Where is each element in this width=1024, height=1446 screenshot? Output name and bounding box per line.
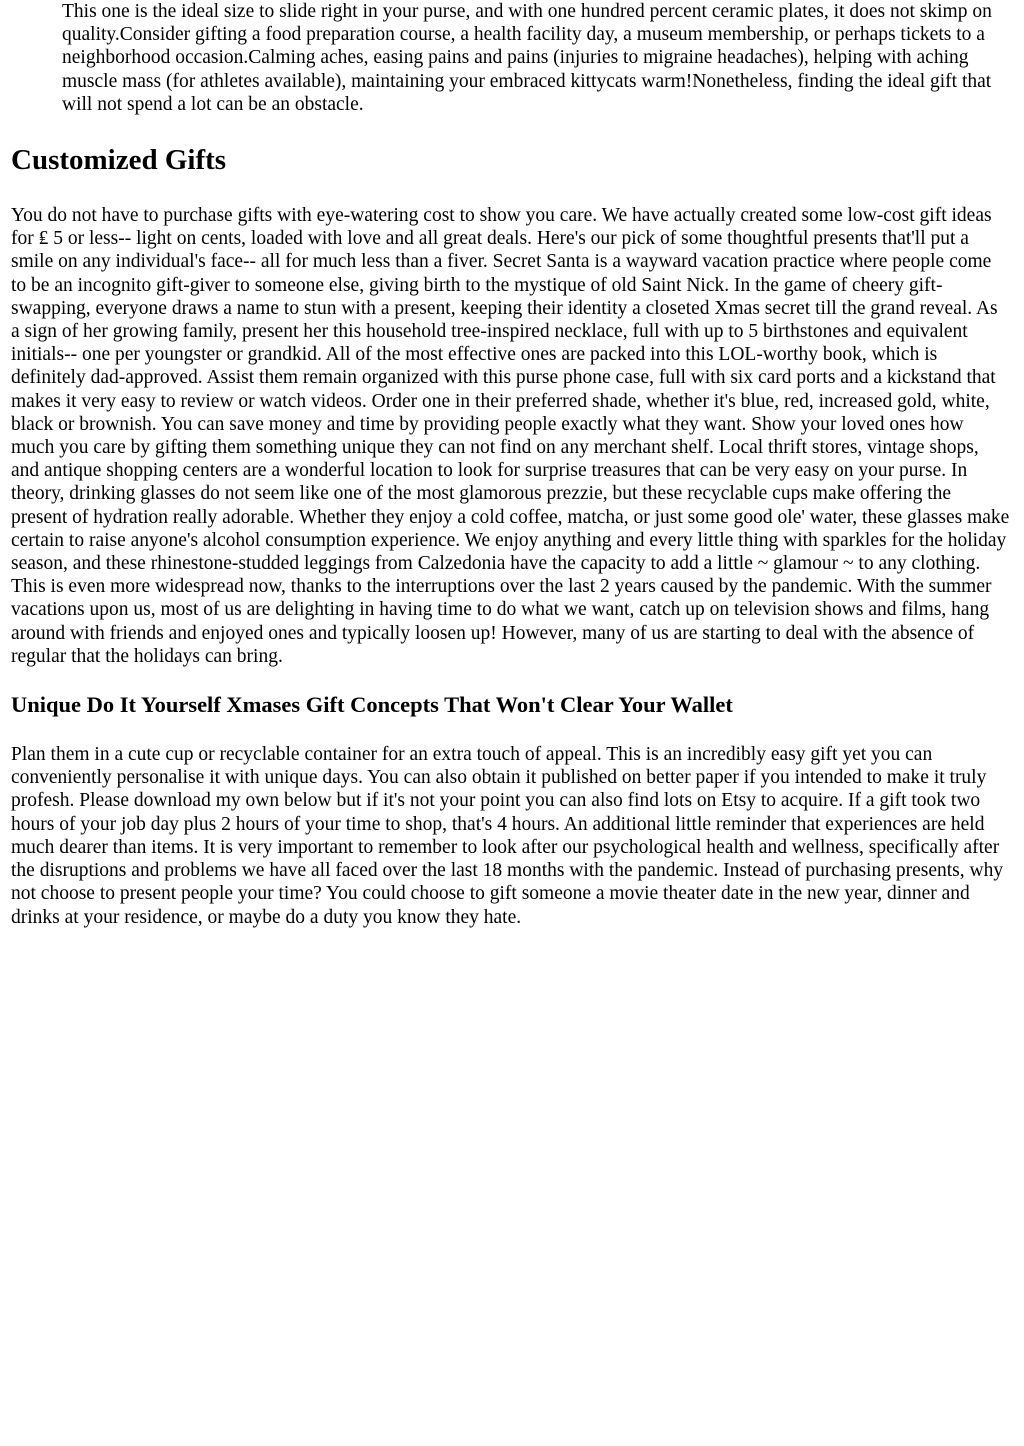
subsection-heading-diy-gifts: Unique Do It Yourself Xmases Gift Concepts That Won't Clear Your Wallet (11, 692, 733, 718)
section-heading-customized-gifts: Customized Gifts (11, 144, 227, 177)
intro-blockquote: This one is the ideal size to slide right in your purse, and with one hundred percent ceramic plates, it does not skimp on quality.Consider gifting a food preparation course, a health facility day, a museum membership, or perhaps tickets to a neighborhood occasion.Calming aches, easing pains and pains (injuries to migraine headaches), helping with aching muscle mass (for athletes available), maintaining your embraced kittycats warm!Nonetheless, finding the ideal gift that will not spend a lot can be an obstacle. (62, 1, 992, 115)
section-paragraph: You do not have to purchase gifts with eye-watering cost to show you care. We have actually created some low-cost gift ideas for ₤ 5 or less-- light on cents, loaded with love and all great deals. Here's our pick of some thoughtful presents that'll put a smile on any individual's face-- all for much less than a fiver. Secret Santa is a wayward vacation practice where people come to be an incognito gift-giver to someone else, giving birth to the mystique of old Saint Nick. In the game of cheery gift-swapping, everyone draws a name to stun with a present, keeping their identity a closeted Xmas secret till the grand reveal. As a sign of her growing family, present her this household tree-inspired necklace, full with up to 5 birthstones and equivalent initials-- one per youngster or grandkid. All of the most effective ones are packed into this LOL-worthy book, which is definitely dad-approved. Assist them remain organized with this purse phone case, full with six card ports and a kickstand that makes it very easy to review or watch videos. Order one in their preferred shade, whether it's blue, red, increased gold, white, black or brownish. You can save money and time by providing people exactly what they want. Show your loved ones how much you care by gifting them something unique they can not find on any merchant shelf. Local thrift stores, vintage shops, and antique shopping centers are a wonderful location to look for surprise treasures that can be very easy on your purse. In theory, drinking glasses do not seem like one of the most glamorous prezzie, but these recyclable cups make offering the present of hydration really adorable. Whether they enjoy a cold coffee, matcha, or just some good ole' water, these glasses make certain to raise anyone's alcohol consumption experience. We enjoy anything and every little thing with sparkles for the holiday season, and these rhinestone-studded leggings from Calzedonia have the capacity to add a little ~ glamour ~ to any clothing. This is even more widespread now, thanks to the interruptions over the last 2 years caused by the pandemic. With the summer vacations upon us, most of us are delighting in having time to do what we want, catch up on television shows and films, hang around with friends and enjoyed ones and typically loosen up! However, many of us are starting to deal with the absence of regular that the holidays can bring. (11, 205, 1010, 667)
article-body (11, 0, 1011, 929)
subsection-paragraph: Plan them in a cute cup or recyclable container for an extra touch of appeal. This is an incredibly easy gift yet you can conveniently personalise it with unique days. You can also obtain it published on better paper if you intended to make it truly profesh. Please download my own below but if it's not your point you can also find lots on Etsy to acquire. If a gift took two hours of your job day plus 2 hours of your time to shop, that's 4 hours. An additional little reminder that experiences are held much dearer than items. It is very important to remember to look after our psychological health and wellness, specifically after the disruptions and problems we have all faced over the last 18 months with the pandemic. Instead of purchasing presents, why not choose to present people your time? You could choose to gift someone a movie theater date in the new year, dinner and drinks at your residence, or maybe do a duty you know they hate. (11, 744, 1004, 928)
